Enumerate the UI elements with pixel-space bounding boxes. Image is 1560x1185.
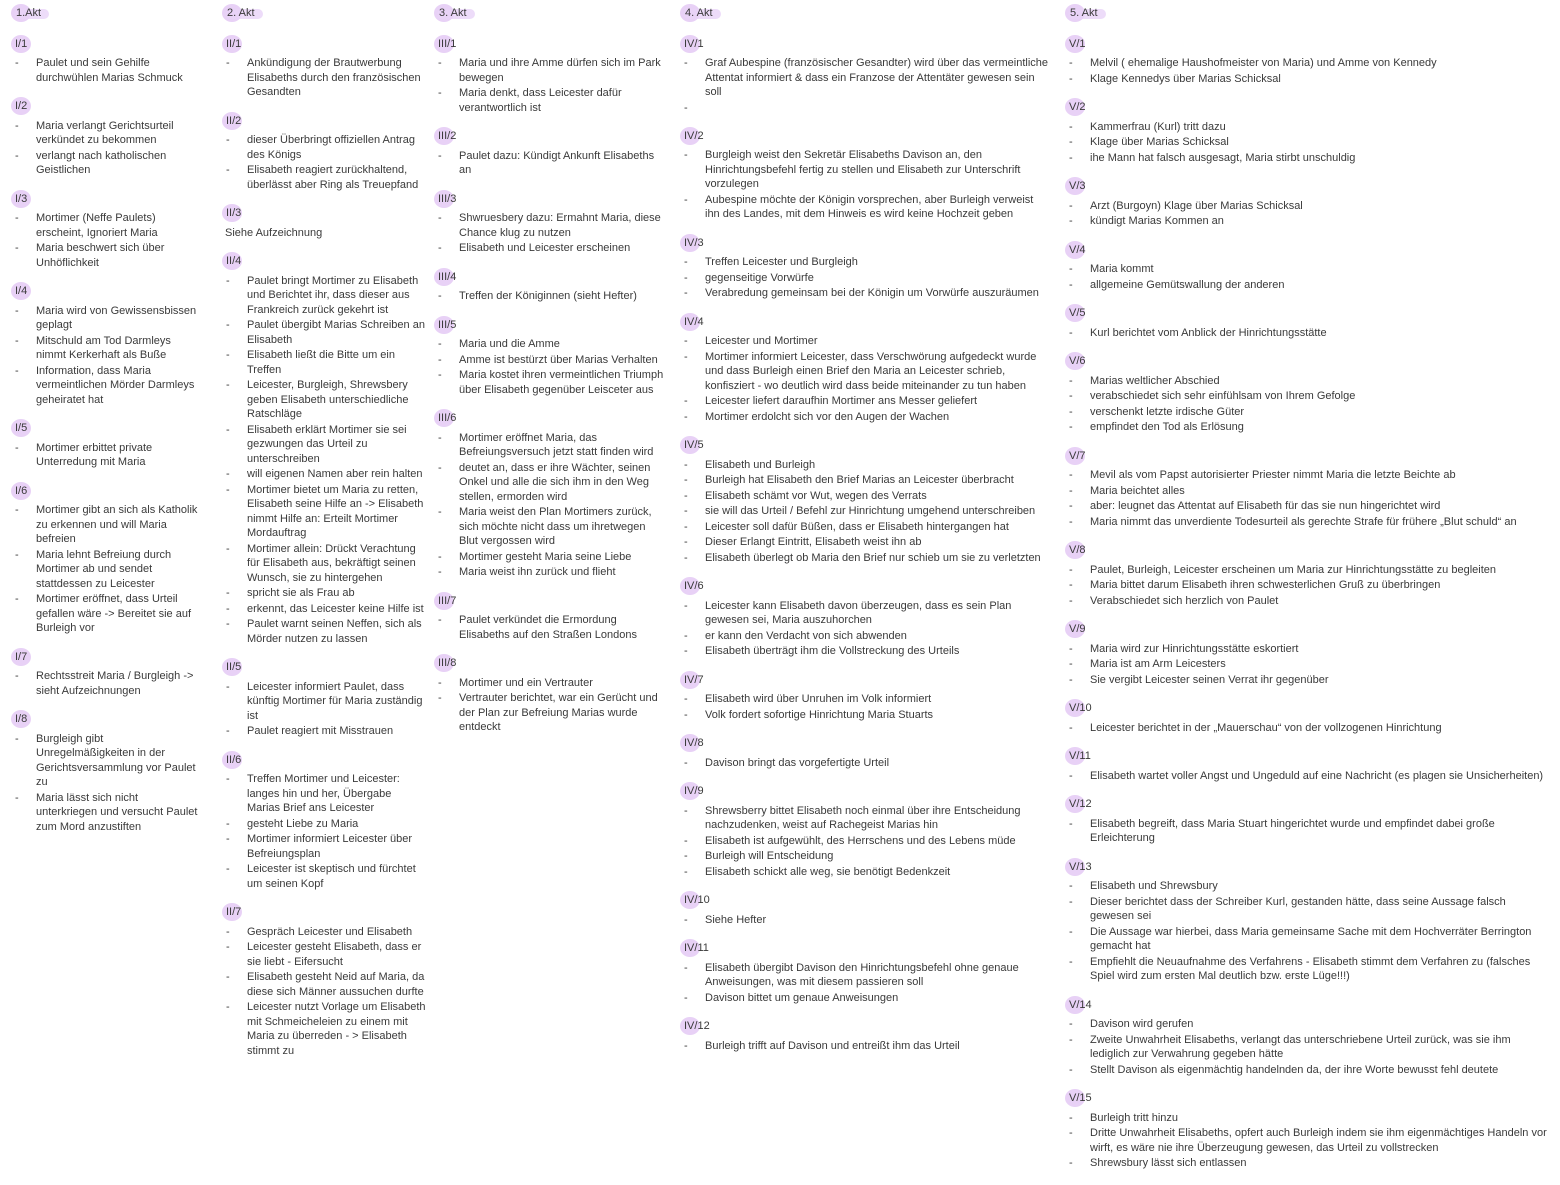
list-item: - sie will das Urteil / Befehl zur Hinrichtung umgehend unterschreiben <box>683 504 1048 519</box>
scene-label: III/4 <box>438 270 457 283</box>
act-4-title: 4. Akt <box>685 7 713 19</box>
list-item: - will eigenen Namen aber rein halten <box>225 467 427 482</box>
list-item: - Davison wird gerufen <box>1068 1017 1548 1032</box>
scene-item-list <box>437 149 667 178</box>
scene-item-list <box>437 337 667 397</box>
list-item: - Leicester gesteht Elisabeth, dass er sie liebt - Eifersucht <box>225 940 427 969</box>
list-item: - Mortimer (Neffe Paulets) erscheint, Ignoriert Maria <box>14 211 200 240</box>
list-item: - Mortimer gesteht Maria seine Liebe <box>437 550 667 565</box>
scene-item-list <box>14 503 200 636</box>
list-item: - Elisabeth und Shrewsbury <box>1068 879 1548 894</box>
list-item: - Mortimer erdolcht sich vor den Augen der Wachen <box>683 410 1048 425</box>
scene-block <box>683 438 1048 565</box>
scene-block <box>14 99 200 178</box>
list-item: - Amme ist bestürzt über Marias Verhalten <box>437 353 667 368</box>
list-item: - gegenseitige Vorwürfe <box>683 271 1048 286</box>
list-item: - Maria weist den Plan Mortimers zurück, sich möchte nicht dass um ihretwegen Blut vergossen wird <box>437 505 667 549</box>
scene-label: I/6 <box>15 484 28 497</box>
scene-label: IV/7 <box>684 673 704 686</box>
scene-block <box>14 192 200 271</box>
list-item: - Paulet bringt Mortimer zu Elisabeth und Berichtet ihr, dass dieser aus Frankreich zurück gekehrt ist <box>225 274 427 318</box>
scene-label: IV/3 <box>684 236 704 249</box>
list-item: - Elisabeth begreift, dass Maria Stuart hingerichtet wurde und empfindet dabei große Erleichterung <box>1068 817 1548 846</box>
scene-block <box>683 236 1048 301</box>
list-item: - Ankündigung der Brautwerbung Elisabeths durch den französischen Gesandten <box>225 56 427 100</box>
scene-item-list <box>437 56 667 115</box>
scene-block <box>225 37 427 100</box>
scene-label: I/5 <box>15 422 28 434</box>
scene-label: I/3 <box>15 192 28 205</box>
scene-label: IV/6 <box>684 580 704 592</box>
list-item: - Graf Aubespine (französischer Gesandter) wird über das vermeintliche Attentat informiert & dass ein Franzose der Attentäter gewesen sein soll <box>683 56 1048 100</box>
list-item: - Burleigh hat Elisabeth den Brief Marias an Leicester überbracht <box>683 473 1048 488</box>
list-item: - Paulet verkündet die Ermordung Elisabeths auf den Straßen Londons <box>437 613 667 642</box>
scene-item-list <box>683 961 1048 1006</box>
scene-item-list <box>683 804 1048 880</box>
list-item: - Empfiehlt die Neuaufnahme des Verfahrens - Elisabeth stimmt dem Verfahren zu (falsches Spiel wird zum ersten Mal deutlich bzw. erste Lüge!!!) <box>1068 955 1548 984</box>
scene-block <box>437 411 667 580</box>
list-item: - Leicester liefert daraufhin Mortimer ans Messer geliefert <box>683 394 1048 409</box>
list-item: - Elisabeth und Leicester erscheinen <box>437 241 667 256</box>
scene-label: IV/8 <box>684 737 704 749</box>
scene-label: IV/10 <box>684 894 710 906</box>
list-item: - Mevil als vom Papst autorisierter Priester nimmt Maria die letzte Beichte ab <box>1068 468 1548 483</box>
scene-item-list <box>1068 769 1548 784</box>
scene-label: V/14 <box>1069 998 1092 1011</box>
scene-label: I/8 <box>15 713 28 725</box>
scene-block <box>14 284 200 407</box>
scene-block <box>1068 998 1548 1078</box>
scene-label: I/1 <box>15 37 28 50</box>
list-item: - Die Aussage war hierbei, dass Maria gemeinsame Sache mit dem Hochverräter Berrington gemacht hat <box>1068 925 1548 954</box>
scene-label: V/12 <box>1069 798 1092 810</box>
act-3-title: 3. Akt <box>439 7 467 19</box>
scene-label: V/9 <box>1069 623 1086 635</box>
scene-block <box>14 484 200 636</box>
list-item: - Elisabeth erklärt Mortimer sie sei gezwungen das Urteil zu unterschreiben <box>225 423 427 467</box>
list-item: - Rechtsstreit Maria / Burgleigh -> sieht Aufzeichnungen <box>14 669 200 698</box>
scene-item-list <box>14 211 200 270</box>
scene-label: V/3 <box>1069 180 1086 192</box>
scene-block <box>683 736 1048 770</box>
list-item: - Maria und ihre Amme dürfen sich im Park bewegen <box>437 56 667 85</box>
list-item: - Verabschiedet sich herzlich von Paulet <box>1068 594 1548 609</box>
scene-item-list <box>683 913 1048 928</box>
scene-item-list <box>1068 199 1548 229</box>
scene-item-list <box>14 441 200 470</box>
list-item: - Elisabeth ist aufgewühlt, des Herrschens und des Lebens müde <box>683 834 1048 849</box>
scene-block <box>1068 37 1548 87</box>
list-item: - Mortimer eröffnet, dass Urteil gefallen wäre -> Bereitet sie auf Burleigh vor <box>14 592 200 636</box>
scene-label: III/7 <box>438 594 457 607</box>
scene-label: III/1 <box>438 37 457 50</box>
list-item: - Leicester ist skeptisch und fürchtet um seinen Kopf <box>225 862 427 891</box>
scene-item-list <box>1068 326 1548 341</box>
scene-label: II/4 <box>226 255 242 267</box>
scene-block <box>437 192 667 256</box>
scene-item-list <box>14 669 200 698</box>
scene-block <box>1068 749 1548 783</box>
list-item: - Maria lehnt Befreiung durch Mortimer ab und sendet stattdessen zu Leicester <box>14 548 200 592</box>
list-item: - Paulet, Burleigh, Leicester erscheinen um Maria zur Hinrichtungsstätte zu begleiten <box>1068 563 1548 578</box>
list-item: - Burgleigh gibt Unregelmäßigkeiten in der Gerichtsversammlung vor Paulet zu <box>14 732 200 790</box>
scene-item-list <box>225 56 427 100</box>
scene-block <box>437 656 667 735</box>
list-item: - Mortimer eröffnet Maria, das Befreiungsversuch jetzt statt finden wird <box>437 431 667 460</box>
list-item: - Elisabeth ließt die Bitte um ein Treffen <box>225 348 427 377</box>
scene-label: I/2 <box>15 100 28 112</box>
scene-label: V/15 <box>1069 1092 1092 1104</box>
list-item: - Paulet warnt seinen Neffen, sich als Mörder nutzen zu lassen <box>225 617 427 646</box>
scene-label: II/3 <box>226 207 242 219</box>
list-item: - empfindet den Tod als Erlösung <box>1068 420 1548 435</box>
list-item: - Stellt Davison als eigenmächtig handelnden da, der ihre Worte bewusst fehl deutete <box>1068 1063 1548 1078</box>
scene-block <box>683 315 1048 425</box>
list-item: - Maria denkt, dass Leicester dafür verantwortlich ist <box>437 86 667 115</box>
list-item: - Siehe Hefter <box>683 913 1048 928</box>
scene-item-list <box>225 772 427 891</box>
list-item: - Mortimer erbittet private Unterredung mit Maria <box>14 441 200 470</box>
scene-item-list <box>1068 563 1548 609</box>
scene-item-list <box>1068 642 1548 688</box>
list-item: - Burgleigh weist den Sekretär Elisabeths Davison an, den Hinrichtungsbefehl fertig zu stellen und Elisabeth zur Unterschrift vorzulegen <box>683 148 1048 192</box>
list-item: - Paulet reagiert mit Misstrauen <box>225 724 427 739</box>
scene-block <box>683 673 1048 723</box>
scene-item-list <box>683 334 1048 424</box>
list-item: - Mortimer informiert Leicester über Befreiungsplan <box>225 832 427 861</box>
scene-item-list <box>683 148 1048 222</box>
list-item: - Leicester und Mortimer <box>683 334 1048 349</box>
scene-item-list <box>1068 721 1548 736</box>
scene-item-list <box>1068 468 1548 529</box>
scene-item-list <box>437 289 667 304</box>
scene-label: V/8 <box>1069 544 1086 556</box>
scene-block <box>1068 100 1548 165</box>
list-item: - Leicester, Burgleigh, Shrewsbery geben Elisabeth unterschiedliche Ratschläge <box>225 378 427 422</box>
scene-item-list <box>1068 374 1548 435</box>
list-item: - Elisabeth überträgt ihm die Vollstreckung des Urteils <box>683 644 1048 659</box>
scene-block <box>1068 179 1548 229</box>
list-item: - Maria beichtet alles <box>1068 484 1548 499</box>
list-item: - dieser Überbringt offiziellen Antrag des Königs <box>225 133 427 162</box>
scene-block <box>1068 543 1548 608</box>
list-item: - Leicester nutzt Vorlage um Elisabeth mit Schmeicheleien zu einem mit Maria zu überreden - > Elisabeth stimmt zu <box>225 1000 427 1058</box>
scene-block <box>683 129 1048 222</box>
list-item: - Shwruesbery dazu: Ermahnt Maria, diese Chance klug zu nutzen <box>437 211 667 240</box>
list-item: - Volk fordert sofortige Hinrichtung Maria Stuarts <box>683 708 1048 723</box>
scene-block <box>1068 243 1548 293</box>
list-item: - Elisabeth reagiert zurückhaltend, überlässt aber Ring als Treuepfand <box>225 163 427 192</box>
act-1-column <box>14 6 200 848</box>
list-item: - Maria verlangt Gerichtsurteil verkündet zu bekommen <box>14 119 200 148</box>
list-item: - Maria lässt sich nicht unterkriegen und versucht Paulet zum Mord anzustiften <box>14 791 200 835</box>
list-item: - Maria kommt <box>1068 262 1548 277</box>
scene-label: V/4 <box>1069 243 1086 256</box>
list-item: - deutet an, dass er ihre Wächter, seinen Onkel und alle die sich ihm in den Weg stellen, ermorden wird <box>437 461 667 505</box>
list-item: - allgemeine Gemütswallung der anderen <box>1068 278 1548 293</box>
scene-block <box>1068 797 1548 846</box>
scene-block <box>437 37 667 116</box>
scene-item-list <box>683 56 1048 115</box>
list-item: - Elisabeth übergibt Davison den Hinrichtungsbefehl ohne genaue Anweisungen, was mit diesem passieren soll <box>683 961 1048 990</box>
list-item: - Mortimer gibt an sich als Katholik zu erkennen und will Maria befreien <box>14 503 200 547</box>
scene-item-list <box>683 1039 1048 1054</box>
list-item: - Mortimer und ein Vertrauter <box>437 676 667 691</box>
list-item: - Elisabeth schickt alle weg, sie benötigt Bedenkzeit <box>683 865 1048 880</box>
list-item: - Leicester informiert Paulet, dass künftig Mortimer für Maria zuständig ist <box>225 680 427 724</box>
scene-label: II/6 <box>226 753 242 766</box>
scene-block <box>1068 449 1548 530</box>
scene-block <box>14 650 200 699</box>
scene-label: IV/11 <box>684 942 709 954</box>
scene-block <box>1068 1091 1548 1171</box>
scene-item-list <box>683 756 1048 771</box>
scene-block <box>1068 622 1548 687</box>
list-item: - Maria wird zur Hinrichtungsstätte eskortiert <box>1068 642 1548 657</box>
list-item: - Paulet übergibt Marias Schreiben an Elisabeth <box>225 318 427 347</box>
scene-label: III/6 <box>438 412 457 424</box>
act-5-title: 5. Akt <box>1070 7 1098 19</box>
scene-block <box>225 254 427 646</box>
list-item: - Kurl berichtet vom Anblick der Hinrichtungsstätte <box>1068 326 1548 341</box>
list-item: - Mortimer informiert Leicester, dass Verschwörung aufgedeckt wurde und dass Burleigh einen Brief den Maria an Leicester schrieb, konfisziert - wo deutlich wird dass beide miteinander zu tun haben <box>683 350 1048 394</box>
scene-block <box>225 753 427 892</box>
scene-label: IV/12 <box>684 1020 710 1032</box>
list-item: - er kann den Verdacht von sich abwenden <box>683 629 1048 644</box>
scene-item-list <box>1068 1111 1548 1171</box>
list-item: - gesteht Liebe zu Maria <box>225 817 427 832</box>
scene-item-list <box>14 732 200 835</box>
scene-label: V/11 <box>1069 750 1091 762</box>
scene-item-list <box>225 133 427 192</box>
scene-label: IV/9 <box>684 785 704 797</box>
scene-label: II/2 <box>226 114 242 127</box>
list-item: - Elisabeth schämt vor Wut, wegen des Verrats <box>683 489 1048 504</box>
scene-block <box>1068 860 1548 984</box>
list-item: - Elisabeth wartet voller Angst und Ungeduld auf eine Nachricht (es plagen sie Unsicherheiten) <box>1068 769 1548 784</box>
list-item: - Burleigh trifft auf Davison und entreißt ihm das Urteil <box>683 1039 1048 1054</box>
scene-item-list <box>683 255 1048 301</box>
list-item: - Maria wird von Gewissensbissen geplagt <box>14 304 200 333</box>
scene-label: V/6 <box>1069 355 1086 367</box>
scene-item-list <box>683 599 1048 659</box>
list-item: - Verabredung gemeinsam bei der Königin um Vorwürfe auszuräumen <box>683 286 1048 301</box>
list-item: - ihe Mann hat falsch ausgesagt, Maria stirbt unschuldig <box>1068 151 1548 166</box>
list-item: - Dritte Unwahrheit Elisabeths, opfert auch Burleigh indem sie ihm eigenmächtiges Handeln vor wirft, es wäre nie ihre Überzeugung gewesen, das Urteil zu vollstrecken <box>1068 1126 1548 1155</box>
list-item: - Paulet dazu: Kündigt Ankunft Elisabeths an <box>437 149 667 178</box>
scene-block <box>683 784 1048 879</box>
scene-label: IV/2 <box>684 129 704 142</box>
scene-label: V/7 <box>1069 449 1086 462</box>
scene-note: Siehe Aufzeichnung <box>225 226 323 239</box>
act-5-column <box>1068 6 1548 1185</box>
scene-item-list <box>437 211 667 256</box>
scene-label: II/1 <box>226 37 242 50</box>
list-item: - Maria und die Amme <box>437 337 667 352</box>
scene-block <box>683 37 1048 115</box>
list-item: - Gespräch Leicester und Elisabeth <box>225 925 427 940</box>
scene-block <box>683 941 1048 1005</box>
scene-item-list <box>437 676 667 735</box>
list-item: - Maria weist ihn zurück und flieht <box>437 565 667 580</box>
scene-label: II/5 <box>226 661 242 673</box>
scene-label: V/13 <box>1069 860 1092 873</box>
list-item: - Dieser Erlangt Eintritt, Elisabeth weist ihn ab <box>683 535 1048 550</box>
act-2-title: 2. Akt <box>227 7 255 19</box>
scene-label: III/3 <box>438 192 457 205</box>
list-item: - Maria bittet darum Elisabeth ihren schwesterlichen Gruß zu überbringen <box>1068 578 1548 593</box>
list-item: - Elisabeth wird über Unruhen im Volk informiert <box>683 692 1048 707</box>
scene-block <box>1068 354 1548 435</box>
act-2-column <box>225 6 427 1072</box>
list-item: - Arzt (Burgoyn) Klage über Marias Schicksal <box>1068 199 1548 214</box>
list-item: - spricht sie als Frau ab <box>225 586 427 601</box>
list-item: - kündigt Marias Kommen an <box>1068 214 1548 229</box>
scene-block <box>1068 701 1548 735</box>
list-item: - erkennt, das Leicester keine Hilfe ist <box>225 602 427 617</box>
list-item: - Burleigh will Entscheidung <box>683 849 1048 864</box>
scene-item-list <box>1068 817 1548 846</box>
act-1-title: 1.Akt <box>16 7 42 19</box>
scene-block <box>225 905 427 1058</box>
list-item: - Leicester soll dafür Büßen, dass er Elisabeth hintergangen hat <box>683 520 1048 535</box>
list-item: - Shrewsberry bittet Elisabeth noch einmal über ihre Entscheidung nachzudenken, weist auf Rachegeist Marias hin <box>683 804 1048 833</box>
scene-label: IV/5 <box>684 439 704 451</box>
scene-block <box>14 37 200 86</box>
list-item: - Maria kostet ihren vermeintlichen Triumph über Elisabeth gegenüber Leisceter aus <box>437 368 667 397</box>
scene-block <box>437 594 667 643</box>
list-item: - Klage Kennedys über Marias Schicksal <box>1068 72 1548 87</box>
list-item: - Zweite Unwahrheit Elisabeths, verlangt das unterschriebene Urteil zurück, was sie ihm lediglich zur Verwahrung gegeben hätte <box>1068 1033 1548 1062</box>
scene-item-list <box>1068 1017 1548 1077</box>
scene-label: V/5 <box>1069 307 1086 319</box>
list-item: - Shrewsbury lässt sich entlassen <box>1068 1156 1548 1171</box>
list-item: - Mitschuld am Tod Darmleys nimmt Kerkerhaft als Buße <box>14 334 200 363</box>
scene-item-list <box>683 458 1048 566</box>
scene-block <box>683 1019 1048 1053</box>
list-item: - Treffen der Königinnen (sieht Hefter) <box>437 289 667 304</box>
scene-block <box>437 270 667 304</box>
scene-block <box>1068 306 1548 340</box>
scene-label: II/7 <box>226 906 242 918</box>
scene-item-list <box>225 680 427 739</box>
list-item: - Klage über Marias Schicksal <box>1068 135 1548 150</box>
list-item: - Davison bringt das vorgefertigte Urteil <box>683 756 1048 771</box>
scene-item-list <box>225 274 427 647</box>
act-4-column <box>683 6 1048 1067</box>
list-item: - Marias weltlicher Abschied <box>1068 374 1548 389</box>
scene-block <box>683 893 1048 927</box>
list-item: - Kammerfrau (Kurl) tritt dazu <box>1068 120 1548 135</box>
list-item: - Elisabeth gesteht Neid auf Maria, da diese sich Männer aussuchen durfte <box>225 970 427 999</box>
scene-label: V/2 <box>1069 101 1086 113</box>
empty-list-item <box>683 101 1048 115</box>
list-item: - Maria ist am Arm Leicesters <box>1068 657 1548 672</box>
scene-item-list <box>1068 879 1548 984</box>
list-item: - Leicester berichtet in der „Mauerschau“ von der vollzogenen Hinrichtung <box>1068 721 1548 736</box>
list-item: - verabschiedet sich sehr einfühlsam von Ihrem Gefolge <box>1068 389 1548 404</box>
scene-block <box>225 206 427 240</box>
list-item: - aber: leugnet das Attentat auf Elisabeth für das sie nun hingerichtet wird <box>1068 499 1548 514</box>
list-item: - Mortimer bietet um Maria zu retten, Elisabeth seine Hilfe an -> Elisabeth nimmt Hilfe an: Erteilt Mortimer Mordauftrag <box>225 483 427 541</box>
scene-block <box>437 129 667 178</box>
scene-label: III/8 <box>438 657 457 669</box>
list-item: - Burleigh tritt hinzu <box>1068 1111 1548 1126</box>
scene-label: I/7 <box>15 650 28 663</box>
act-3-column <box>437 6 667 749</box>
list-item: - Melvil ( ehemalige Haushofmeister von Maria) und Amme von Kennedy <box>1068 56 1548 71</box>
scene-item-list <box>437 613 667 642</box>
scene-label: IV/4 <box>684 315 704 328</box>
list-item: - Information, dass Maria vermeintlichen Mörder Darmleys geheiratet hat <box>14 364 200 408</box>
list-item: - Vertrauter berichtet, war ein Gerücht und der Plan zur Befreiung Marias wurde entdeckt <box>437 691 667 735</box>
scene-item-list <box>1068 120 1548 166</box>
scene-label: IV/1 <box>684 37 704 50</box>
list-item: - Davison bittet um genaue Anweisungen <box>683 991 1048 1006</box>
list-item: - Elisabeth und Burleigh <box>683 458 1048 473</box>
list-item: - Mortimer allein: Drückt Verachtung für Elisabeth aus, bekräftigt seinen Wunsch, sie zu hintergehen <box>225 542 427 586</box>
scene-item-list <box>1068 56 1548 86</box>
scene-label: I/4 <box>15 285 28 297</box>
list-item: - Sie vergibt Leicester seinen Verrat ihr gegenüber <box>1068 673 1548 688</box>
list-item: - Aubespine möchte der Königin vorsprechen, aber Burleigh verweist ihn des Landes, mit dem Hinweis es wird keine Hochzeit geben <box>683 193 1048 222</box>
list-item: - Paulet und sein Gehilfe durchwühlen Marias Schmuck <box>14 56 200 85</box>
list-item: - Leicester kann Elisabeth davon überzeugen, dass es sein Plan gewesen sei, Maria auszuhorchen <box>683 599 1048 628</box>
list-item: - Maria nimmt das unverdiente Todesurteil als gerechte Strafe für frühere „Blut schuld“ an <box>1068 515 1548 530</box>
scene-label: V/1 <box>1069 37 1086 50</box>
scene-item-list <box>14 119 200 178</box>
list-item: - verlangt nach katholischen Geistlichen <box>14 149 200 178</box>
list-item: - Treffen Leicester und Burgleigh <box>683 255 1048 270</box>
scene-label: V/10 <box>1069 702 1092 714</box>
list-item: - verschenkt letzte irdische Güter <box>1068 405 1548 420</box>
scene-block <box>14 712 200 834</box>
scene-block <box>683 579 1048 659</box>
scene-item-list <box>225 925 427 1059</box>
list-item: - Treffen Mortimer und Leicester: langes hin und her, Übergabe Marias Brief ans Leicester <box>225 772 427 816</box>
list-item: - Elisabeth überlegt ob Maria den Brief nur schieb um sie zu verletzten <box>683 551 1048 566</box>
scene-item-list <box>14 304 200 408</box>
scene-block <box>437 318 667 398</box>
scene-block <box>14 421 200 470</box>
list-item: - Dieser berichtet dass der Schreiber Kurl, gestanden hätte, dass seine Aussage falsch gewesen sei <box>1068 895 1548 924</box>
scene-label: III/2 <box>438 130 457 142</box>
scene-item-list <box>1068 262 1548 292</box>
scene-block <box>225 660 427 739</box>
list-item: - Maria beschwert sich über Unhöflichkeit <box>14 241 200 270</box>
scene-item-list <box>683 692 1048 722</box>
scene-block <box>225 114 427 193</box>
scene-label: III/5 <box>438 318 457 331</box>
scene-item-list <box>437 431 667 580</box>
scene-item-list <box>14 56 200 85</box>
